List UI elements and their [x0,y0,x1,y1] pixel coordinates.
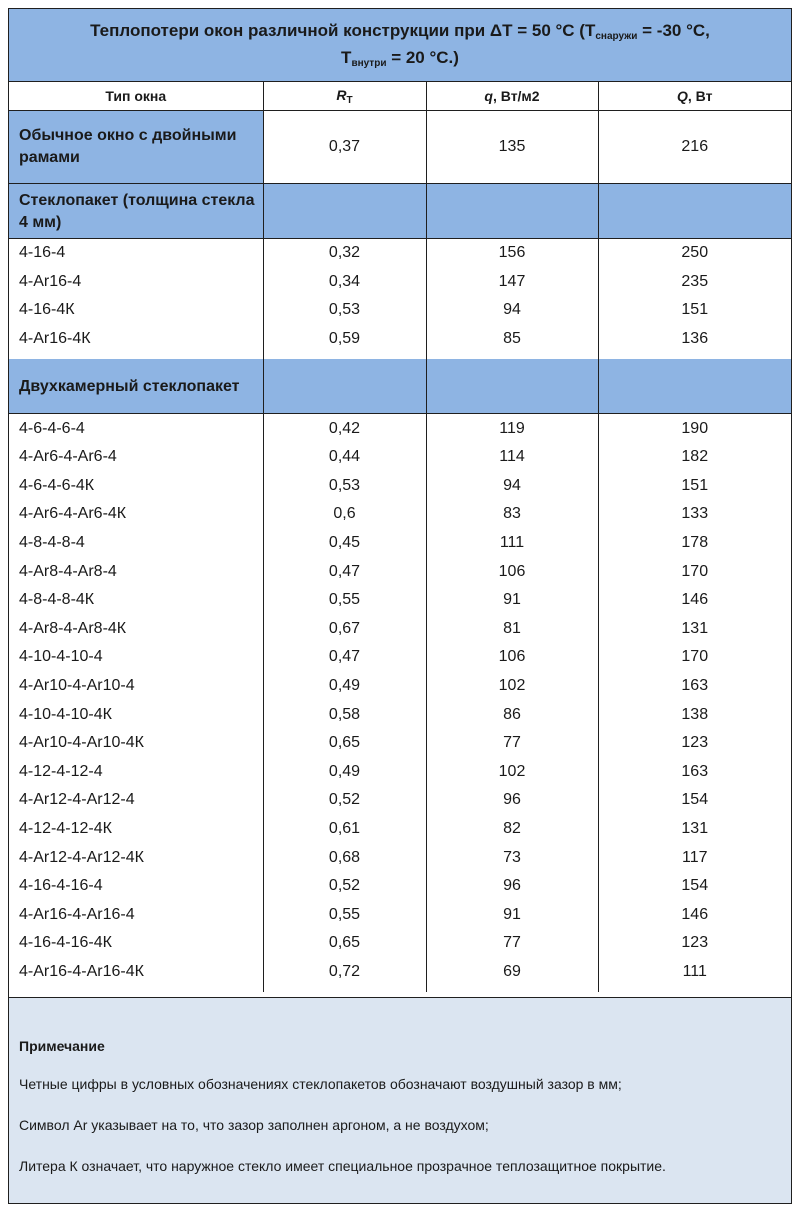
row-r: 0,68 [263,843,426,872]
row-Q: 146 [598,586,791,615]
row-name: Обычное окно с двойными рамами [9,111,263,184]
row-name: 4-12-4-12-4 [19,762,103,780]
header-Q: Q, Вт [598,82,791,111]
row-q: 96 [426,872,598,901]
section-cell [263,359,426,414]
row-r: 0,32 [263,239,426,268]
row-q: 102 [426,758,598,787]
table-row [9,296,791,325]
row-Q: 154 [598,872,791,901]
row-Q: 123 [598,929,791,958]
row-Q: 146 [598,900,791,929]
row-r: 0,67 [263,615,426,644]
row-Q: 111 [598,958,791,987]
row-name: 4-16-4-16-4К [19,934,112,952]
heat-loss-table-frame [8,8,792,1204]
note-title: Примечание [19,1038,105,1054]
table-row [9,529,791,558]
note-paragraph-even-digits: Четные цифры в условных обозначениях стеклопакетов обозначают воздушный зазор в мм; [19,1076,622,1092]
row-r: 0,65 [263,729,426,758]
row-name: 4-Ar16-4-Ar16-4К [19,962,144,980]
row-name: 4-Ar8-4-Ar8-4 [19,562,117,580]
row-q: 77 [426,929,598,958]
table-row [9,872,791,901]
row-q: 91 [426,900,598,929]
row-q: 69 [426,958,598,987]
table-row [9,729,791,758]
row-Q: 136 [598,325,791,354]
table-row [9,239,791,268]
row-q: 81 [426,615,598,644]
row-Q: 131 [598,815,791,844]
row-r: 0,55 [263,586,426,615]
row-Q: 163 [598,672,791,701]
row-q: 82 [426,815,598,844]
row-Q: 123 [598,729,791,758]
row-name: 4-Ar16-4К [19,330,91,348]
row-name: 4-12-4-12-4К [19,819,112,837]
row-r: 0,61 [263,815,426,844]
row-r: 0,45 [263,529,426,558]
row-Q: 117 [598,843,791,872]
row-Q: 182 [598,443,791,472]
table-row [9,929,791,958]
row-q: 119 [426,414,598,443]
table-row [9,758,791,787]
row-q: 94 [426,296,598,325]
note-paragraph-argon: Символ Ar указывает на то, что зазор заполнен аргоном, а не воздухом; [19,1117,489,1133]
row-r: 0,59 [263,325,426,354]
row-name: 4-Ar6-4-Ar6-4 [19,448,117,466]
table-row [9,700,791,729]
row-r: 0,58 [263,700,426,729]
row-r: 0,52 [263,872,426,901]
table-row [9,643,791,672]
row-r: 0,53 [263,296,426,325]
row-q: 86 [426,700,598,729]
section-double-chamber [9,359,791,414]
row-q: 96 [426,786,598,815]
table-row [9,958,791,987]
row-name: 4-Ar10-4-Ar10-4 [19,677,135,695]
row-r: 0,34 [263,268,426,297]
row-r: 0,72 [263,958,426,987]
row-name: 4-6-4-6-4 [19,419,85,437]
row-spacer [9,986,791,992]
row-Q: 178 [598,529,791,558]
row-name: 4-Ar10-4-Ar10-4К [19,734,144,752]
header-q: q, Вт/м2 [426,82,598,111]
row-q: 156 [426,239,598,268]
row-Q: 133 [598,500,791,529]
row-name: 4-8-4-8-4К [19,591,95,609]
table-row-double-frame [9,111,791,184]
table-row [9,586,791,615]
header-type: Тип окна [9,82,263,111]
row-r: 0,65 [263,929,426,958]
row-r: 0,47 [263,643,426,672]
table-title [9,9,791,82]
row-r: 0,49 [263,672,426,701]
row-q: 114 [426,443,598,472]
row-Q: 235 [598,268,791,297]
table-row [9,500,791,529]
row-q: 106 [426,557,598,586]
note-block [9,997,791,1203]
row-q: 85 [426,325,598,354]
section-title: Двухкамерный стеклопакет [9,359,263,414]
row-name: 4-16-4 [19,244,66,262]
row-q: 135 [426,111,598,184]
row-r: 0,42 [263,414,426,443]
row-r: 0,37 [263,111,426,184]
row-Q: 138 [598,700,791,729]
row-name: 4-Ar8-4-Ar8-4К [19,619,127,637]
heat-loss-table [9,82,791,992]
table-row [9,325,791,354]
row-Q: 216 [598,111,791,184]
row-Q: 151 [598,296,791,325]
row-q: 106 [426,643,598,672]
table-row [9,268,791,297]
row-name: 4-10-4-10-4 [19,648,103,666]
row-r: 0,52 [263,786,426,815]
row-r: 0,55 [263,900,426,929]
row-r: 0,53 [263,472,426,501]
row-Q: 131 [598,615,791,644]
section-cell [426,184,598,239]
header-r: $R_Т$ [263,82,426,111]
row-r: 0,44 [263,443,426,472]
table-row [9,900,791,929]
table-row [9,815,791,844]
row-name: 4-10-4-10-4К [19,705,112,723]
table-row [9,672,791,701]
row-name: 4-Ar16-4 [19,272,82,290]
section-cell [598,184,791,239]
row-q: 91 [426,586,598,615]
section-single-chamber [9,184,791,239]
row-Q: 170 [598,643,791,672]
row-r: 0,47 [263,557,426,586]
row-name: 4-Ar16-4-Ar16-4 [19,905,135,923]
row-name: 4-6-4-6-4К [19,476,95,494]
section-cell [426,359,598,414]
section-title: Стеклопакет (толщина стекла 4 мм) [9,184,263,239]
row-Q: 151 [598,472,791,501]
row-Q: 163 [598,758,791,787]
row-q: 77 [426,729,598,758]
row-Q: 170 [598,557,791,586]
row-Q: 190 [598,414,791,443]
row-Q: 154 [598,786,791,815]
row-q: 73 [426,843,598,872]
table-row [9,843,791,872]
table-row [9,615,791,644]
table-row [9,414,791,443]
section-cell [598,359,791,414]
row-q: 94 [426,472,598,501]
row-q: 102 [426,672,598,701]
row-q: 147 [426,268,598,297]
table-row [9,472,791,501]
row-name: 4-16-4К [19,301,75,319]
title-line-1: Теплопотери окон различной конструкции при ΔТ = 50 °С ($Т_{снаружи} = -30$ °С, [90,21,710,42]
note-paragraph-k-letter: Литера К означает, что наружное стекло имеет специальное прозрачное теплозащитное покрытие. [19,1158,666,1174]
title-line-2: $Т_{внутри} = 20$ °С.) [341,48,459,69]
row-name: 4-Ar6-4-Ar6-4К [19,505,127,523]
table-row [9,786,791,815]
table-row [9,557,791,586]
row-name: 4-16-4-16-4 [19,877,103,895]
row-r: 0,49 [263,758,426,787]
row-q: 111 [426,529,598,558]
header-row [9,82,791,111]
row-name: 4-Ar12-4-Ar12-4К [19,848,144,866]
row-r: 0,6 [263,500,426,529]
row-q: 83 [426,500,598,529]
row-name: 4-8-4-8-4 [19,534,85,552]
table-row [9,443,791,472]
row-name: 4-Ar12-4-Ar12-4 [19,791,135,809]
row-Q: 250 [598,239,791,268]
section-cell [263,184,426,239]
